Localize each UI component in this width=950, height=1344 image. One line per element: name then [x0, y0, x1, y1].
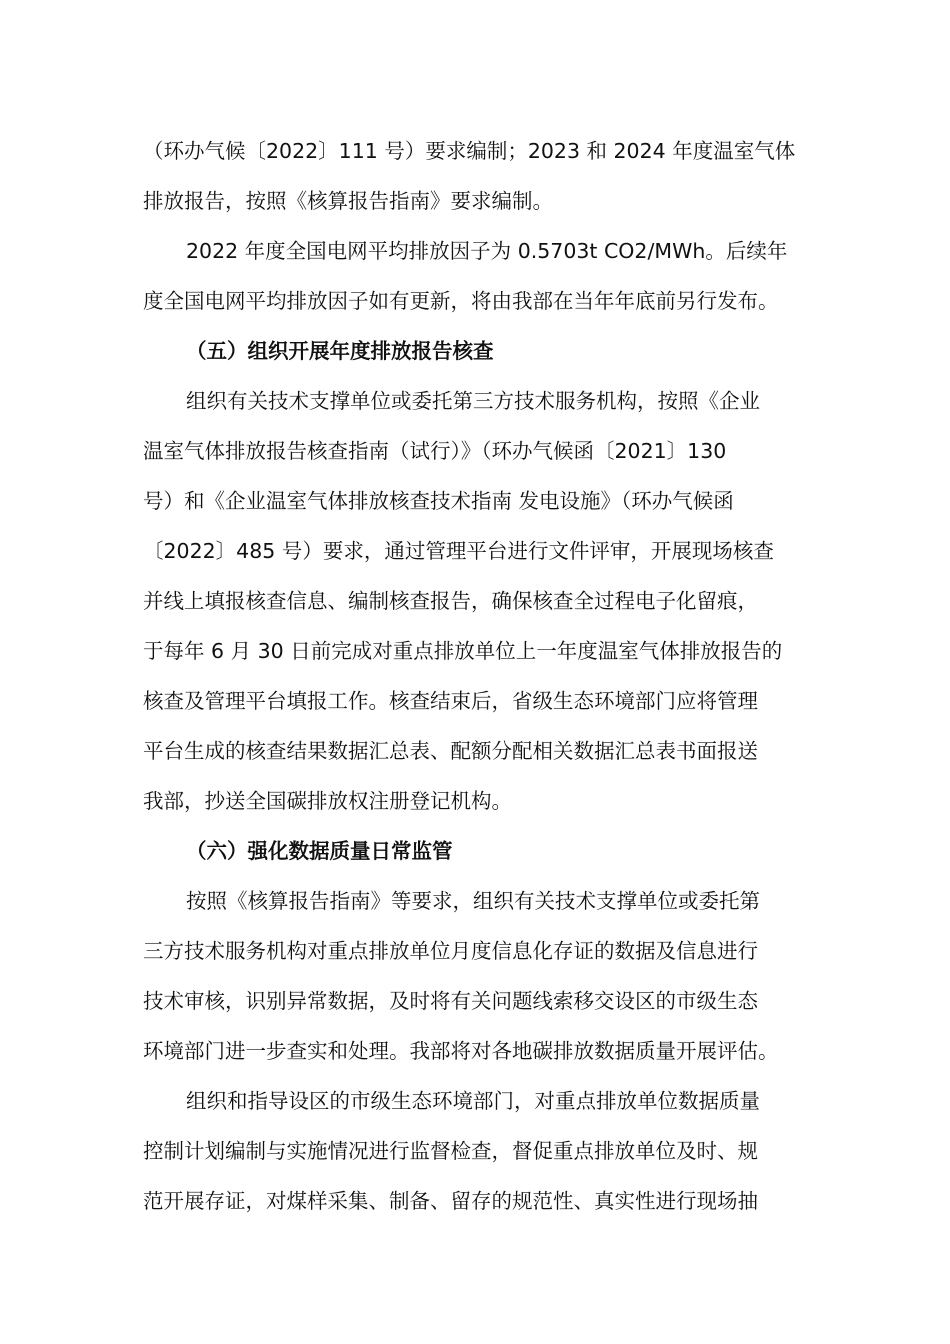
body-text-line: 并线上填报核查信息、编制核查报告，确保核查全过程电子化留痕，: [143, 589, 758, 613]
body-text-line: 环境部门进一步查实和处理。我部将对各地碳排放数据质量开展评估。: [143, 1039, 779, 1063]
body-text-line: 我部，抄送全国碳排放权注册登记机构。: [143, 789, 512, 813]
paragraph-start-line: 组织和指导设区的市级生态环境部门，对重点排放单位数据质量: [186, 1089, 760, 1113]
body-text-line: 三方技术服务机构对重点排放单位月度信息化存证的数据及信息进行: [143, 939, 758, 963]
section-heading-5: （五）组织开展年度排放报告核查: [186, 339, 494, 363]
paragraph-start-line: 按照《核算报告指南》等要求，组织有关技术支撑单位或委托第: [186, 889, 760, 913]
body-text-line: 控制计划编制与实施情况进行监督检查，督促重点排放单位及时、规: [143, 1139, 758, 1163]
body-text-line: 度全国电网平均排放因子如有更新，将由我部在当年年底前另行发布。: [143, 289, 779, 313]
section-heading-6: （六）强化数据质量日常监管: [186, 839, 453, 863]
body-text-line: 平台生成的核查结果数据汇总表、配额分配相关数据汇总表书面报送: [143, 739, 758, 763]
body-text-line: 技术审核，识别异常数据，及时将有关问题线索移交设区的市级生态: [143, 989, 758, 1013]
body-text-line: 〔2022〕485 号）要求，通过管理平台进行文件评审，开展现场核查: [143, 539, 774, 563]
body-text-line: 号）和《企业温室气体排放核查技术指南 发电设施》（环办气候函: [143, 489, 734, 513]
body-text-line: 温室气体排放报告核查指南（试行）》（环办气候函〔2021〕130: [143, 439, 727, 463]
body-text-line: 核查及管理平台填报工作。核查结束后，省级生态环境部门应将管理: [143, 689, 758, 713]
body-text-line: 排放报告，按照《核算报告指南》要求编制。: [143, 189, 553, 213]
body-text-line: 于每年 6 月 30 日前完成对重点排放单位上一年度温室气体排放报告的: [143, 639, 783, 663]
body-text-line: 范开展存证，对煤样采集、制备、留存的规范性、真实性进行现场抽: [143, 1189, 758, 1213]
paragraph-start-line: 2022 年度全国电网平均排放因子为 0.5703t CO2/MWh。后续年: [186, 239, 788, 263]
body-text-line: （环办气候〔2022〕111 号）要求编制；2023 和 2024 年度温室气体: [143, 139, 796, 163]
paragraph-start-line: 组织有关技术支撑单位或委托第三方技术服务机构，按照《企业: [186, 389, 760, 413]
